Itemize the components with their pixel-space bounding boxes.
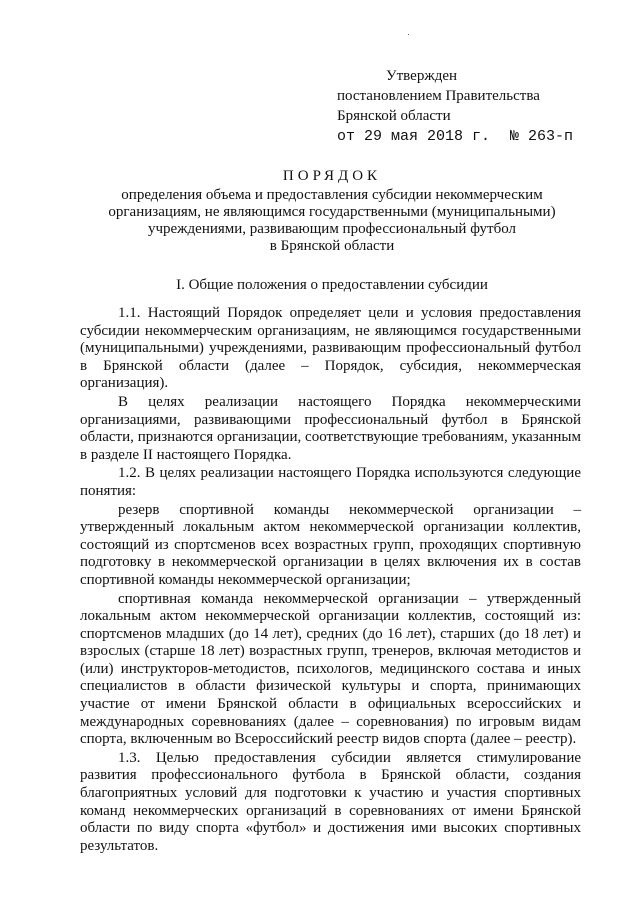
- paragraph: В целях реализации настоящего Порядка некоммерческими организациями, развивающими профессиональный футбол в Брянской области, признаются организации, соответствующие требованиям, указанным в разделе II настоящего Порядка.: [80, 393, 581, 463]
- document-subtitle: [80, 187, 584, 255]
- approval-date: от 29 мая 2018 г.: [337, 128, 491, 145]
- subtitle-line: в Брянской области: [269, 238, 395, 254]
- subtitle-line: учреждениями, развивающим профессиональный футбол: [147, 221, 517, 237]
- scan-speck: [408, 34, 409, 35]
- approval-stamp: [337, 66, 597, 147]
- paragraph: резерв спортивной команды некоммерческой организации – утвержденный локальным актом некоммерческой организации коллектив, состоящий из спортсменов всех возрастных групп, проходящих спортивную подготовку в некоммерческой организации в целях включения их в состав спортивной команды некоммерческой организации;: [80, 501, 581, 588]
- document-body: [80, 305, 581, 856]
- paragraph: 1.2. В целях реализации настоящего Порядка используются следующие понятия:: [80, 465, 581, 499]
- approval-line-2: постановлением Правительства: [337, 88, 540, 104]
- paragraph: 1.1. Настоящий Порядок определяет цели и условия предоставления субсидии некоммерческим организациям, не являющимся государственными (муниципальными) учреждениями, развивающим профессиональный футбол в Брянской области (далее – Порядок, субсидия, некоммерческая организация).: [80, 305, 581, 392]
- approval-line-3: Брянской области: [337, 108, 451, 124]
- approval-line-1: Утвержден: [386, 68, 458, 84]
- subtitle-line: определения объема и предоставления субсидии некоммерческим: [121, 187, 543, 203]
- paragraph: спортивная команда некоммерческой организации – утвержденный локальным актом некоммерческой организации коллектив, состоящий из: спортсменов младших (до 14 лет), средних (до 16 лет), старших (до 18 лет) и взрослых (старше 18 лет) возрастных групп, тренеров, включая методистов и (или) инструкторов-методистов, психологов, медицинского состава и иных специалистов в области физической культуры и спорта, принимающих участие от имени Брянской области в официальных всероссийских и международных соревнованиях (далее – соревнования) по игровым видам спорта, включенным во Всероссийский реестр видов спорта (далее – реестр).: [80, 590, 581, 748]
- subtitle-line: организациям, не являющимся государственными (муниципальными): [108, 204, 556, 220]
- approval-signature-line: [337, 126, 597, 147]
- section-heading: I. Общие положения о предоставлении субсидии: [176, 277, 488, 293]
- document-title-block: [80, 166, 584, 255]
- approval-number: № 263-п: [510, 128, 574, 145]
- paragraph: 1.3. Целью предоставления субсидии является стимулирование развития профессионального футбола в Брянской области, создания благоприятных условий для подготовки к участию и участия спортивных команд некоммерческих организаций в соревнованиях от имени Брянской области по виду спорта «футбол» и достижения ими высоких спортивных результатов.: [80, 749, 581, 854]
- document-title: ПОРЯДОК: [282, 168, 382, 184]
